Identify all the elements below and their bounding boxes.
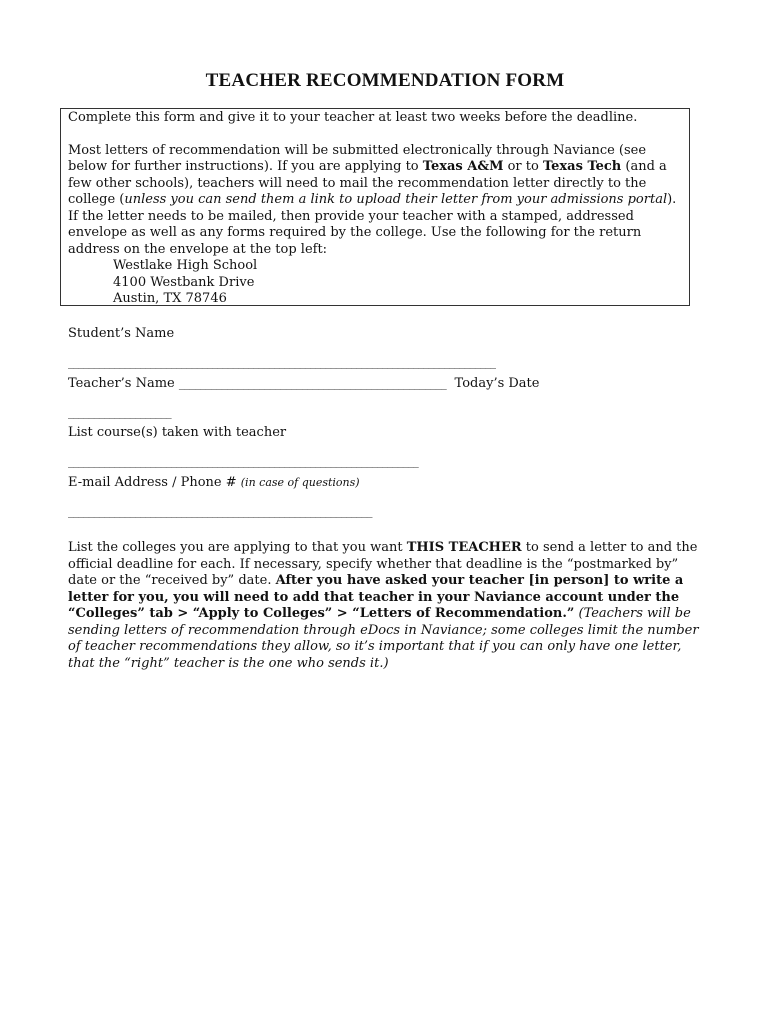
courses-label: List course(s) taken with teacher — [68, 425, 287, 440]
contact-row — [68, 475, 360, 491]
todays-date-line[interactable]: ____________________ — [68, 405, 172, 419]
form-title: TEACHER RECOMMENDATION FORM — [205, 70, 565, 91]
instructions-box — [60, 108, 690, 306]
texas-tech-text: Texas Tech — [542, 159, 622, 174]
mailing-text-2: or to — [503, 159, 543, 174]
mailing-instructions — [68, 143, 682, 259]
address-line-3: Austin, TX 78746 — [113, 291, 227, 306]
courses-line[interactable]: ____________________________________________________________________ — [68, 454, 419, 468]
edocs-note: (Teachers will be sending letters of recommendation through eDocs in Naviance; some colleges limit the number of teacher recommendations they allow, so it’s important that if you can only have one letter, that the “right” teacher is the one who sends it.) — [68, 606, 699, 671]
contact-note: (in case of questions) — [240, 476, 360, 489]
address-line-1: Westlake High School — [113, 258, 258, 273]
student-name-line[interactable]: ___________________________________________________________________________________ — [68, 355, 496, 369]
texas-am-text: Texas A&M — [422, 159, 504, 174]
mailing-text-3: (and a few other schools), teachers will need to mail the recommendation letter directly to the college ( — [68, 159, 667, 207]
this-teacher-text: THIS TEACHER — [406, 540, 522, 555]
contact-label: E-mail Address / Phone # — [68, 475, 237, 490]
teacher-name-line[interactable]: __________________________________________________ — [178, 376, 447, 390]
teacher-name-row — [68, 375, 539, 392]
student-name-label: Student’s Name — [68, 326, 175, 341]
upload-link-note: unless you can send them a link to upload their letter from your admissions portal — [124, 192, 668, 207]
college-list-instructions — [68, 540, 708, 672]
contact-line[interactable]: ___________________________________________________________ — [68, 504, 372, 518]
teacher-name-label: Teacher’s Name — [68, 376, 175, 391]
intro-text: Complete this form and give it to your teacher at least two weeks before the deadline. — [68, 110, 638, 125]
naviance-instructions: After you have asked your teacher [in person] to write a letter for you, you will need to add that teacher in your Naviance account under the “Colleges” tab > “Apply to Colleges” > “Letters of Recommendation.” — [68, 573, 684, 621]
mailing-text-1: Most letters of recommendation will be submitted electronically through Naviance (see below for further instructions). If you are applying to — [68, 142, 647, 174]
closing-text-1: List the colleges you are applying to that you want — [68, 540, 407, 555]
closing-text-2: to send a letter to and the official deadline for each. If necessary, specify whether that deadline is the “postmarked by” date or the “received by” date. — [68, 540, 698, 588]
address-line-2: 4100 Westbank Drive — [113, 274, 255, 290]
mailing-text-4: ). If the letter needs to be mailed, then provide your teacher with a stamped, addressed envelope as well as any forms required by the college. Use the following for the return address on the envelope at the top left: — [68, 192, 677, 257]
todays-date-label: Today’s Date — [454, 376, 540, 391]
